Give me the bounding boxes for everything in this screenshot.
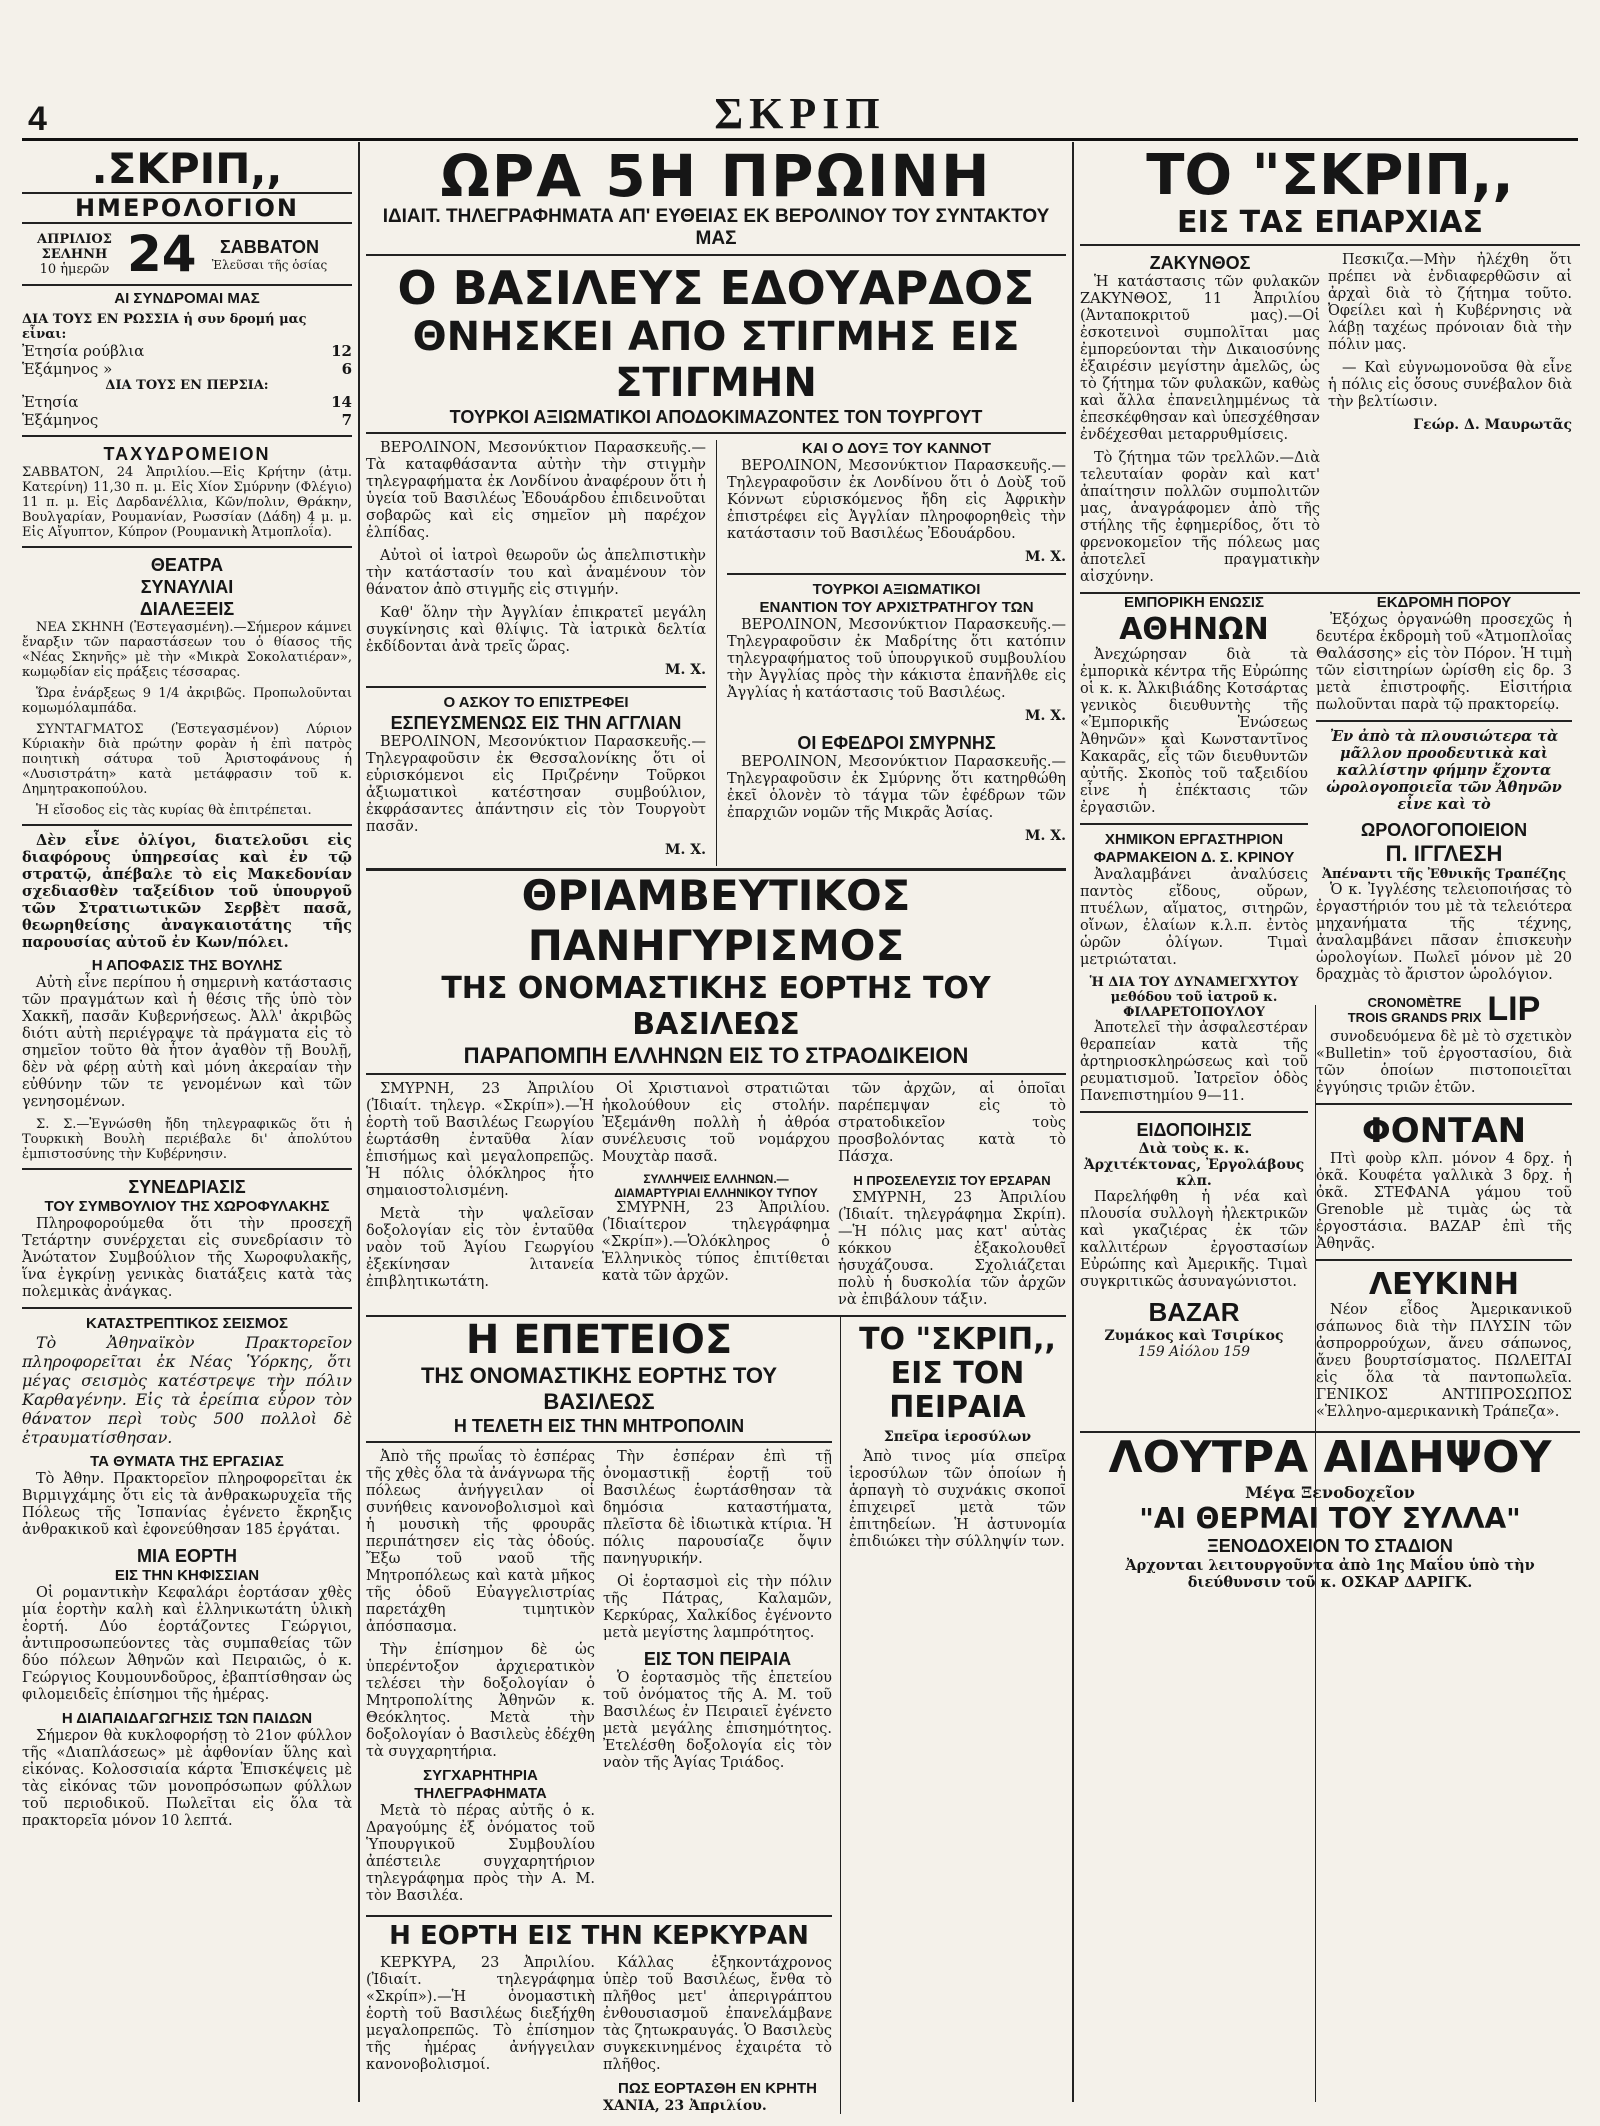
notices-title: ΕΙΔΟΠΟΙΗΣΙΣ (1136, 1120, 1252, 1140)
zakynthos-signature: Γεώρ. Δ. Μαυρωτᾶς (1413, 417, 1572, 433)
watch-name: Π. ΙΓΓΛΕΣΗ (1385, 841, 1503, 866)
triumph-col-1 (366, 1081, 594, 1315)
notices-subtitle: Διὰ τοὺς κ. κ. Ἀρχιτέκτονας, Ἐργολάβους κλπ. (1083, 1141, 1305, 1189)
kennot-title: ΚΑΙ Ο ΔΟΥΞ ΤΟΥ ΚΑΝΝΟΤ (801, 440, 992, 457)
boule-text: Αὐτὴ εἶνε περίπου ἡ σημερινὴ κατάστασις τῶν πραγμάτων καὶ ἡ θέσις τῆς ὑπὸ τὸν Χακκῆ, πασᾶν Κυβερνήσεως. Ἀλλ' ἀκριβῶς διότι αὐτὴ περιέγραψε τὰ πράγματα εἰς τὸ σημεῖον τοῦτο θὰ ἦτον ἀγαθὸν τῇ Βουλῇ, δὲν νὰ φέρῃ αὐτὴ καὶ μόνη ἀκεραίαν τὴν εὐθύνην τῶν τε γενομένων καὶ τῶν γενησομένων. (22, 975, 352, 1110)
crete-subtitle: ΧΑΝΙΑ, 23 Ἀπριλίου. (603, 2098, 767, 2114)
askou-title: Ο ΑΣΚΟΥ ΤΟ ΕΠΙΣΤΡΕΦΕΙ (443, 694, 629, 711)
syntagma-text: ΣΥΝΤΑΓΜΑΤΟΣ (Ἐστεγασμένον) Λύριον Κύριακὴν διὰ πρώτην φορὰν ἡ ἐπὶ πατρὸς ποιητικὴ σάτυρα τοῦ Ἀριστοφάνους ἡ «Λυσιστράτη» κατὰ μετάφρασιν τοῦ κ. Δημητρακοπούλου. (22, 722, 352, 797)
king-title: Ο ΒΑΣΙΛΕΥΣ ΕΔΟΥΑΡΔΟΣ (397, 261, 1035, 315)
calendar-day-number: 24 (127, 225, 197, 283)
baths-subtitle: Μέγα Ξενοδοχεῖον (1245, 1483, 1415, 1502)
right-column (1080, 143, 1580, 2102)
subscription-row (22, 393, 352, 411)
divider (727, 573, 1066, 575)
calendar-weekday: ΣΑΒΒΑΤΟΝ (220, 236, 319, 257)
anniversary-side (849, 1317, 1066, 2114)
fontan-title: ΦΟΝΤΑΝ (1361, 1111, 1527, 1151)
feast-subtitle: ΕΙΣ ΤΗΝ ΚΗΦΙΣΣΙΑΝ (114, 1567, 260, 1584)
watch-title: ΩΡΟΛΟΓΟΠΟΙΕΙΟΝ (1360, 820, 1528, 840)
subscription-value: 6 (341, 360, 352, 378)
subscription-label: Ἐτησία (22, 393, 79, 411)
provinces-subtitle: ΕΙΣ ΤΑΣ ΕΠΑΡΧΙΑΣ (1080, 206, 1580, 246)
king-subtitle: ΘΝΗΣΚΕΙ ΑΠΟ ΣΤΙΓΜΗΣ ΕΙΣ ΣΤΙΓΜΗΝ (412, 314, 1020, 406)
boule-note: Σ. Σ.—Ἐγνώσθη ἤδη τηλεγραφικῶς ὅτι ἡ Τουρκικὴ Βουλὴ περιέβαλε δι' ἀπολύτου ἐμπιστοσύνης τὴν Κυβέρνησιν. (22, 1117, 352, 1162)
ads-col-1 (1080, 594, 1308, 1427)
triumph-subtitle-3: ΣΥΛΛΗΨΕΙΣ ΕΛΛΗΝΩΝ.—ΔΙΑΜΑΡΤΥΡΙΑΙ ΕΛΛΗΝΙΚΟΥ ΤΥΠΟΥ (614, 1172, 818, 1200)
chem-subtitle: ΦΑΡΜΑΚΕΙΟΝ Δ. Σ. ΚΡΙΝΟΥ (1093, 849, 1295, 866)
post-title: ΤΑΧΥΔΡΟΜΕΙΟΝ (103, 444, 271, 464)
king-col-rule (716, 440, 717, 866)
king-col-left (366, 440, 706, 866)
chem-text: Ἀναλαμβάνει ἀναλύσεις παντὸς εἴδους, οὔρων, πτυέλων, αἵματος, σιτηρῶν, οἴνων, ἐλαίων κ.λ.π. ἐντὸς ὡρῶν ὀλίγων. Τιμαὶ μετριώταται. (1080, 867, 1308, 968)
smyrna-title: ΟΙ ΕΦΕΔΡΟΙ ΣΜΥΡΝΗΣ (797, 733, 996, 753)
zakynthos-text: Ἡ κατάστασις τῶν φυλακῶν ΖΑΚΥΝΘΟΣ, 11 Ἀπριλίου (Ἀνταποκριτοῦ μας).—Οἱ ἐσκοτεινοὶ συμπολῖται μας ἐμπορεύονται τὴν Δικαιοσύνης ἐξαιρέσιν μεγίστην ἀμελῶς, ὡς τὸ ζήτημα τῶν φυλακῶν, καθὼς καὶ ἄλλα ἐπανειλημμένως τὰ ἐπεσκέφθησαν καὶ ὑπεσχέθησαν ἐνδέχεσθαι μεταρρυθμίσεις. (1080, 274, 1320, 443)
baths-text: Ἀρχονται λειτουργοῦντα ἀπὸ 1ης Μαΐου ὑπὸ τὴν διεύθυνσιν τοῦ κ. ΟΣΚΑΡ ΔΑΡΙΓΚ. (1125, 1557, 1535, 1591)
piraeus-text: Ὁ ἑορτασμὸς τῆς ἑπετείου τοῦ ὀνόματος τῆς Α. Μ. τοῦ Βασιλέως ἐν Πειραιεῖ ἐγένετο μετὰ μεγάλης ἐπισημότητος. Ἐτελέσθη δοξολογία εἰς τὸν ναὸν τῆς Ἁγίας Τριάδος. (603, 1670, 832, 1771)
divider (1316, 1103, 1572, 1105)
triumph-text-2: Μετὰ τὴν ψαλεῖσαν δοξολογίαν εἰς τὸν ἐνταῦθα ναὸν τοῦ Ἁγίου Γεωργίου ἐξεκίνησαν λιτανεία ἐπιβλητικωτάτη. (366, 1206, 594, 1290)
headline-subtitle: ΙΔΙΑΙΤ. ΤΗΛΕΓΡΑΦΗΜΑΤΑ ΑΠ' ΕΥΘΕΙΑΣ ΕΚ ΒΕΡΟΛΙΝΟΥ ΤΟΥ ΣΥΝΤΑΚΤΟΥ ΜΑΣ (366, 206, 1066, 256)
bazar-name: BAZAR (1148, 1297, 1240, 1327)
provinces-title: ΤΟ "ΣΚΡΙΠ,, (1146, 143, 1514, 208)
askou-signature: Μ. Χ. (665, 842, 706, 858)
watch-text-2: συνοδευόμενα δὲ μὲ τὸ σχετικὸν «Bulletin» τοῦ ἐργοστασίου, διὰ τῶν ὁποίων πιστοποιεῖται ἐγγύησις τριῶν ἐτῶν. (1316, 1029, 1572, 1096)
anniversary-subtitle-2: Η ΤΕΛΕΤΗ ΕΙΣ ΤΗΝ ΜΗΤΡΟΠΟΛΙΝ (366, 1415, 832, 1443)
theatre-text: ΝΕΑ ΣΚΗΝΗ (Ἐστεγασμένη).—Σήμερον κάμνει ἔναρξιν τῶν παραστάσεων του ὁ θίασος τῆς «Νέας Σκηνῆς» μὲ τὴν «Μικρὰ Σοκολατιέραν», κωμῳδίαν εἰς πράξεις τέσσαρας. (22, 620, 352, 680)
trois-grands-prix-label: TROIS GRANDS PRIX (1347, 1009, 1482, 1025)
lip-logo (1316, 990, 1572, 1029)
chem-text-2: Ἀποτελεῖ τὴν ἀσφαλεστέραν θεραπείαν κατὰ τῆς ἀρτηριοσκληρώσεως καὶ τοῦ ρευματισμοῦ. Ἰατρεῖον ὁδὸς Πανεπιστημίου 9—11. (1080, 1020, 1308, 1104)
baths-title: ΛΟΥΤΡΑ ΑΙΔΗΨΟΥ (1108, 1432, 1552, 1483)
triumph-subtitle-4: Η ΠΡΟΣΕΛΕΥΣΙΣ ΤΟΥ ΕΡΣΑΡΑΝ (853, 1173, 1051, 1188)
watch-address: Ἀπέναντι τῆς Ἐθνικῆς Τραπέζης (1321, 867, 1567, 882)
piraeus-subtitle: ΕΙΣ ΤΟΝ ΠΕΙΡΑΙΑ (643, 1649, 792, 1669)
triumph-columns (366, 1081, 1066, 1315)
scrip-piraeus-text: Ἀπὸ τινος μία σπεῖρα ἱεροσύλων τῶν ὁποίων ἡ ἁρπαγὴ τὸ συχνάκις σκοποῖ ἐπιχειρεῖ μετὰ τῶν ἐπιτηδείων. Ἡ ἀστυνομία ἐπιδιώκει τὴν σύλληψίν των. (848, 1449, 1066, 1550)
calendar-box (22, 224, 352, 286)
triumph-text-6: ΣΜΥΡΝΗ, 23 Ἀπριλίου (Ἰδιαίτ. τηλεγράφημα Σκρίπ).—Ἡ πόλις μας κατ' αὐτὰς κόκκου ἐξακολουθεῖ ἡσυχάζουσα. Σχολιάζεται πολὺ ἡ δυσκολία τῶν ἀρχῶν νὰ ἐπιβάλουν τάξιν. (838, 1190, 1066, 1308)
divider (1080, 1111, 1308, 1113)
subscription-row (22, 342, 352, 360)
masthead: ΣΚΡΙΠ (714, 89, 886, 138)
turks-signature: Μ. Χ. (1025, 708, 1066, 724)
corfu-col-2 (603, 1955, 832, 2114)
corfu-text-2: Κάλλας ἐξηκοντάχρονος ὑπὲρ τοῦ Βασιλέως, ἔνθα τὸ πλῆθος μετ' ἀπεριγράπτου ἐνθουσιασμοῦ ἐπανελάμβανε τὰς ζητωκραυγάς. Ὁ Βασιλεὺς συγκεκινημένος ἐχαιρέτα τὸ πλῆθος. (603, 1955, 832, 2073)
subscription-value: 14 (331, 393, 352, 411)
anniversary-columns (366, 1449, 832, 1911)
turks-text: ΒΕΡΟΛΙΝΟΝ, Μεσονύκτιον Παρασκευῆς.—Τηλεγραφοῦσιν ἐκ Μαδρίτης ὅτι κατόπιν τηλεγραφήματος τοῦ ὑπουργικοῦ συμβουλίου τὴν Ἀγγλίας πρὸς τὴν κάκιστα ἐπανῆλθε εἰς Ἀγγλίας ἡ κατάστασις τοῦ Βασιλέως. (726, 617, 1066, 701)
corfu-title: Η ΕΟΡΤΗ ΕΙΣ ΤΗΝ ΚΕΡΚΥΡΑΝ (366, 1915, 832, 1951)
smyrna-text: ΒΕΡΟΛΙΝΟΝ, Μεσονύκτιον Παρασκευῆς.—Τηλεγραφοῦσιν ἐκ Σμύρνης ὅτι κατηρθώθη ἐκεῖ ὁλονὲν τὸ τάγμα τῶν ἐφέδρων τῶν ἐπαρχιῶν νομῶν τῆς Μικρᾶς Ἀσίας. (726, 754, 1066, 821)
subscriptions-title: ΑΙ ΣΥΝΔΡΟΜΑΙ ΜΑΣ (114, 290, 260, 307)
divider (22, 435, 352, 437)
zakynthos-text-3: Πεσκιζα.—Μὴν ἠλέχθη ὅτι πρέπει νὰ ἐνδιαφερθῶσιν αἱ ἀρχαὶ διὰ τὸ ζήτημα τοῦτο. Ὀφείλει καὶ ἡ Κυβέρνησις νὰ λάβῃ ταχέως πρόνοιαν διὰ τὴν πόλιν μας. (1328, 252, 1572, 353)
calendar-title: ΗΜΕΡΟΛΟΓΙΟΝ (22, 192, 352, 224)
watch-ad-text: Ἐν ἀπὸ τὰ πλουσιώτερα τὰ μᾶλλον προοδευτικὰ καὶ καλλίστην φήμην ἔχοντα ὡρολογοποιεῖα τῶν Ἀθηνῶν εἶνε καὶ τὸ (1326, 728, 1562, 813)
session-title: ΣΥΝΕΔΡΙΑΣΙΣ (128, 1177, 246, 1197)
divider (22, 824, 352, 826)
king-signature: Μ. Χ. (665, 662, 706, 678)
congrats-title: ΣΥΓΧΑΡΗΤΗΡΙΑ ΤΗΛΕΓΡΑΦΗΜΑΤΑ (414, 1767, 547, 1802)
divider (1316, 720, 1572, 722)
chem-title: ΧΗΜΙΚΟΝ ΕΡΓΑΣΤΗΡΙΟΝ (1104, 831, 1284, 848)
session-subtitle: ΤΟΥ ΣΥΜΒΟΥΛΙΟΥ ΤΗΣ ΧΩΡΟΦΥΛΑΚΗΣ (44, 1198, 330, 1215)
askou-text: ΒΕΡΟΛΙΝΟΝ, Μεσονύκτιον Παρασκευῆς.—Τηλεγραφοῦσιν ἐκ Θεσσαλονίκης ὅτι οἱ εὑρισκόμενοι εἰς Πριζρένην Τοῦρκοι ἀξιωματικοὶ κατέστησαν συμβούλιον, ἐκφράσαντες ἀπάντησιν εἰς τὸν Τουργοὺτ πασᾶν. (366, 734, 706, 835)
watch-text: Ὁ κ. Ἰγγλέσης τελειοποιήσας τὸ ἐργαστήριόν του μὲ τὰ τελειότερα μηχανήματα τῆς τέχνης, ἀναλαμβάνει πᾶσαν ἐπισκευὴν ὡρολογίων. Πωλεῖ μόνον μὲ 20 δραχμὰς τὸ ἄριστον ὡρολόγιον. (1316, 882, 1572, 983)
anniversary-text-4: Οἱ ἑορτασμοὶ εἰς τὴν πόλιν τῆς Πάτρας, Καλαμῶν, Κερκύρας, Χαλκίδος ἐγένοντο μετὰ μεγίστης λαμπρότητος. (603, 1574, 832, 1641)
triumph-title: ΘΡΙΑΜΒΕΥΤΙΚΟΣ ΠΑΝΗΓΥΡΙΣΜΟΣ (521, 871, 911, 970)
calendar-month: ΑΠΡΙΛΙΟΣ (37, 231, 112, 247)
triumph-text-4: ΣΜΥΡΝΗ, 23 Ἀπριλίου. (Ἰδιαίτερον τηλεγράφημα «Σκρίπ»).—Ὁλόκληρος ὁ Ἑλληνικὸς τύπος ἐπιτίθεται κατὰ τῶν ἀρχῶν. (602, 1200, 830, 1284)
subscriptions-russia: ΔΙΑ ΤΟΥΣ ΕΝ ΡΩΣΣΙΑ ἡ συν δρομή μας εἶναι: (22, 312, 307, 342)
subscription-label: Ἐτησία ρούβλια (22, 342, 145, 360)
subscription-label: Ἑξάμηνος » (22, 360, 113, 378)
lefkini-title: ΛΕΥΚΙΝΗ (1368, 1267, 1520, 1302)
king-col-right (727, 440, 1066, 866)
turks-title: ΤΟΥΡΚΟΙ ΑΞΙΩΜΑΤΙΚΟΙ (812, 581, 981, 598)
smyrna-signature: Μ. Χ. (1025, 828, 1066, 844)
divider (22, 1168, 352, 1170)
subscription-value: 7 (341, 411, 352, 429)
anniversary-main (366, 1317, 832, 2114)
triumph-subtitle: ΤΗΣ ΟΝΟΜΑΣΤΙΚΗΣ ΕΟΡΤΗΣ ΤΟΥ ΒΑΣΙΛΕΩΣ (441, 971, 991, 1042)
column-rule-1 (358, 142, 360, 2102)
feast-title: ΜΙΑ ΕΟΡΤΗ (136, 1546, 237, 1566)
king-columns (366, 440, 1066, 866)
king-text: ΒΕΡΟΛΙΝΟΝ, Μεσονύκτιον Παρασκευῆς.—Τὰ καταφθάσαντα αὐτὴν τὴν στιγμὴν τηλεγραφήματα ἐκ Λονδίνου ἀναφέρουν ὅτι ἡ ὑγεία τοῦ Βασιλέως Ἐδουάρδου ἐπιδεινοῦται σοβαρῶς καὶ εἰς σημεῖον μὴ παρέχον ἐλπίδας. (366, 440, 706, 541)
victims-text: Τὸ Ἀθην. Πρακτορεῖον πληροφορεῖται ἐκ Βιρμιγχάμης ὅτι εἰς τὰ ἀνθρακωρυχεῖα τῆς Πόλεως τῆς Ἰσπανίας ἐγένετο ἔκρηξις ἀνθρακικοῦ καὶ ἐφονεύθησαν 185 ἐργάται. (22, 1471, 352, 1538)
chem-method: Ἡ ΔΙΑ ΤΟΥ ΔΥΝΑΜΕΓΧΥΤΟΥ μεθόδου τοῦ ἰατροῦ κ. ΦΙΛΑΡΕΤΟΠΟΥΛΟΥ (1089, 975, 1299, 1020)
zakynthos-text-4: — Καὶ εὐγνωμονοῦσα θὰ εἶνε ἡ πόλις εἰς ὅσους συνέβαλον διὰ τὴν βελτίωσιν. (1328, 360, 1572, 410)
left-column (22, 146, 352, 2102)
ads-columns (1080, 594, 1580, 1427)
anniversary-section (366, 1315, 1066, 2114)
king-subtitle-2: ΤΟΥΡΚΟΙ ΑΞΙΩΜΑΤΙΚΟΙ ΑΠΟΔΟΚΙΜΑΖΟΝΤΕΣ ΤΟΝ ΤΟΥΡΓΟΥΤ (366, 406, 1066, 434)
zakynthos-col-2 (1328, 252, 1572, 592)
anniversary-rule (840, 1317, 841, 2114)
triumph-text: ΣΜΥΡΝΗ, 23 Ἀπριλίου (Ἰδιαίτ. τηλεγρ. «Σκρίπ»).—Ἡ ἑορτὴ τοῦ Βασιλέως Γεωργίου ἑωρτάσθη ἐνταῦθα λίαν ἐπισήμως καὶ μεγαλοπρεπῶς. Ἡ πόλις ὁλόκληρος ἦτο σημαιοστολισμένη. (366, 1081, 594, 1199)
excursion-title: ΕΚΔΡΟΜΗ ΠΟΡΟΥ (1376, 594, 1512, 611)
zakynthos-text-2: Τὸ ζήτημα τῶν τρελλῶν.—Διὰ τελευταίαν φορὰν καὶ κατ' ἀπαίτησιν πολλῶν συμπολιτῶν μας, ἀναγράφομεν ἀπὸ τῆς στήλης τῆς ἐφημερίδος, ὅτι τὸ φρενοκομεῖον τῆς πόλεως μας ἀποτελεῖ πραγματικὴν αἰσχύνην. (1080, 450, 1320, 585)
corfu-text: ΚΕΡΚΥΡΑ, 23 Ἀπριλίου. (Ἰδιαίτ. τηλεγράφημα «Σκρίπ»).—Ἡ ὀνομαστικὴ ἑορτὴ τοῦ Βασιλέως διεξήχθη μεγαλοπρεπῶς. Τὸ ἐπίσημον τῆς ἡμέρας ἀνήγγειλαν κανονοβολισμοί. (366, 1955, 595, 2073)
bazar-subtitle: Ζυμάκος καὶ Τσιρίκος (1104, 1328, 1284, 1344)
article-text: Δὲν εἶνε ὀλίγοι, διατελοῦσι εἰς διαφόρους ὑπηρεσίας καὶ ἐν τῷ στρατῷ, ἀπέβαλε τὸ εἰς Μακεδονίαν σχεδιασθὲν ταξείδιον τοῦ ὑπουργοῦ τῶν Στρατιωτικῶν Σερβὲτ πασᾶ, θεωρηθείσης ἀναγκαιοτάτης τῆς παρουσίας αὐτοῦ ἐν Κων/πόλει. (22, 832, 352, 951)
baths-name: "ΑΙ ΘΕΡΜΑΙ ΤΟΥ ΣΥΛΛΑ" (1139, 1502, 1521, 1535)
anniversary-title: Η ΕΠΕΤΕΙΟΣ (465, 1317, 733, 1363)
triumph-subtitle-2: ΠΑΡΑΠΟΜΠΗ ΕΛΛΗΝΩΝ ΕΙΣ ΤΟ ΣΤΡΑΟΔΙΚΕΙΟΝ (366, 1043, 1066, 1075)
divider (366, 686, 706, 688)
divider (1080, 823, 1308, 825)
column-rule-2 (1072, 142, 1074, 2102)
corfu-columns (366, 1955, 832, 2114)
kennot-signature: Μ. Χ. (1025, 549, 1066, 565)
theatre-text-2: Ὥρα ἐνάρξεως 9 1/4 ἀκριβῶς. Προπωλοῦνται κομωμόλαμπάδα. (22, 686, 352, 716)
excursion-text: Ἐξόχως ὀργανώθη προσεχῶς ἡ δευτέρα ἐκδρομὴ τοῦ «Ἀτμοπλοΐας Θαλάσσης» εἰς τὸν Πόρον. Ἡ τιμὴ τῶν εἰσιτηρίων ὡρίσθη εἰς δρ. 3 μετὰ ἐπιστροφῆς. Εἰσιτήρια πωλοῦνται παρὰ τῷ πρακτορείῳ. (1316, 612, 1572, 713)
crete-title: ΠΩΣ ΕΟΡΤΑΣΘΗ ΕΝ ΚΡΗΤΗ (618, 2080, 817, 2097)
triumph-col-3 (838, 1081, 1066, 1315)
anniversary-col-2 (603, 1449, 832, 1911)
subscription-label: Ἑξάμηνος (22, 411, 99, 429)
emporiki-subtitle: ΑΘΗΝΩΝ (1119, 612, 1269, 647)
turks-subtitle: ΕΝΑΝΤΙΟΝ ΤΟΥ ΑΡΧΙΣΤΡΑΤΗΓΟΥ ΤΩΝ (759, 599, 1034, 616)
emporiki-text: Ἀνεχώρησαν διὰ τὰ ἐμπορικὰ κέντρα τῆς Εὐρώπης οἱ κ. κ. Ἀλκιβιάδης Κοτσάρτας γενικὸς διευθυντὴς τῆς «Ἐμπορικῆς Ἑνώσεως Ἀθηνῶν» καὶ Κωνσταντῖνος Κακαρᾶς, εἷς τῶν διευθυντῶν αὐτῆς. Σκοπὸς τοῦ ταξειδίου εἶνε ἡ ἐπέκτασις τῶν ἐργασιῶν. (1080, 647, 1308, 816)
notices-text: Παρελήφθη ἡ νέα καὶ πλουσία συλλογὴ ἠλεκτρικῶν καὶ γκαζιέρας ἐκ τῶν καλλιτέρων ἐργοστασίων Εὐρώπης καὶ Ἀμερικῆς. Τιμαὶ συγκριτικῶς ἀσυναγώνιστοι. (1080, 1189, 1308, 1290)
children-text: Σήμερον θὰ κυκλοφορήσῃ τὸ 21ον φύλλον τῆς «Διαπλάσεως» μὲ ἀφθονίαν ὕλης καὶ εἰκόνας. Κολοσσιαία κάρτα Ἐπισκέψεις μὲ τὰς εἰκόνας τῶν μονοπρόσωπων φύλλων τοῦ περιοδικοῦ. Πωλεῖται εἰς ὅλα τὰ πρακτορεῖα μόνον 10 λεπτά. (22, 1728, 352, 1829)
emporiki-title: ΕΜΠΟΡΙΚΗ ΕΝΩΣΙΣ (1123, 594, 1265, 611)
lefkini-text: Νέον εἶδος Ἀμερικανικοῦ σάπωνος διὰ τὴν ΠΛΥΣΙΝ τῶν ἀσπρορρούχων, ἄνευ σάπωνος, ἄνευ βουρτσίσματος. ΠΩΛΕΙΤΑΙ εἰς ὅλα τὰ παντοπωλεῖα. ΓΕΝΙΚΟΣ ΑΝΤΙΠΡΟΣΩΠΟΣ «Ἑλληνο-αμερικανικὴ Τράπεζα». (1316, 1302, 1572, 1420)
cronometre-label: CRONOMÈTRE (1367, 994, 1462, 1010)
earthquake-text: Τὸ Ἀθηναϊκὸν Πρακτορεῖον πληροφορεῖται ἐκ Νέας Ὑόρκης, ὅτι μέγας σεισμὸς κατέστρεψε τὴν πόλιν Καρθαγένην. Εἰς τὰ ἐρείπια εὗρον τὸν θάνατον περὶ τοὺς 500 πολλοὶ δὲ ἐτραυματίσθησαν. (22, 1333, 352, 1447)
page-number: 4 (28, 100, 47, 138)
subscriptions-persia: ΔΙΑ ΤΟΥΣ ΕΝ ΠΕΡΣΙΑ: (105, 378, 269, 393)
subscription-row (22, 360, 352, 378)
feast-text: Οἱ ρομαντικὴν Κεφαλάρι ἑορτάσαν χθὲς μία ἑορτὴν καλὴ καὶ ἑλληνικωτάτη ὑλικὴ ἑορτή. Δύο ἑορτάζοντες Γεώργιοι, ἀντιπροσωπεύοντες τὰς συμπαθείας τῶν δύο πόλεων Ἀθηνῶν καὶ Πειραιῶς, ὁ κ. Γεώργιος Κουμουνδοῦρος, ἐβαπτίσθησαν ὡς φιλομειδεῖς ἐπίσημοι τῆς ἡμέρας. (22, 1585, 352, 1703)
children-title: Η ΔΙΑΠΑΙΔΑΓΩΓΗΣΙΣ ΤΩΝ ΠΑΙΔΩΝ (61, 1710, 313, 1727)
lip-label: LIP (1487, 990, 1541, 1028)
zakynthos-columns (1080, 252, 1580, 592)
center-column (366, 142, 1066, 2114)
headline: ΩΡΑ 5Η ΠΡΩΙΝΗ (440, 142, 992, 210)
bazar-address: 159 Αἰόλου 159 (1137, 1344, 1251, 1360)
anniversary-text: Ἀπὸ τῆς πρωΐας τὸ ἑσπέρας τῆς χθὲς ὅλα τὰ ἀνάγνωρα τῆς πόλεως ἀνήγγειλαν οἱ συνήθεις κανονοβολισμοὶ καὶ ἡ μουσικὴ τῆς φρουρᾶς περιπάτησεν εἰς τὰς ὁδούς. Ἔξω τοῦ ναοῦ τῆς Μητροπόλεως καὶ κατὰ μῆκος τῆς ὁδοῦ Εὐαγγελιστρίας παρετάχθη τιμητικὸν ἀπόσπασμα. (366, 1449, 595, 1635)
calendar-weekday-note: Ἐλεῦσαι τῆς ὁσίας (211, 257, 328, 272)
triumph-col-2 (602, 1081, 830, 1315)
divider (22, 1307, 352, 1309)
calendar-moon-days: 10 ἡμερῶν (39, 261, 110, 277)
zakynthos-col-1 (1080, 252, 1320, 592)
syntagma-text-2: Ἡ εἴσοδος εἰς τὰς κυρίας θὰ ἐπιτρέπεται. (36, 803, 312, 818)
earthquake-title: ΚΑΤΑΣΤΡΕΠΤΙΚΟΣ ΣΕΙΣΜΟΣ (86, 1315, 288, 1332)
anniversary-col-1 (366, 1449, 595, 1911)
ads-col-2 (1316, 594, 1572, 1427)
anniversary-text-2: Τὴν ἐπίσημον δὲ ὡς ὑπερέντοξον ἀρχιερατικὸν τελέσει τὴν δοξολογίαν ὁ Μητροπολίτης Ἀθηνῶν κ. Θεόκλητος. Μετὰ τὴν δοξολογίαν ὁ Βασιλεὺς ἐδέχθη τὰ συγχαρητήρια. (366, 1642, 595, 1760)
scrip-piraeus-title: ΤΟ "ΣΚΡΙΠ,, ΕΙΣ ΤΟΝ ΠΕΙΡΑΙΑ (859, 1322, 1056, 1425)
kennot-text: ΒΕΡΟΛΙΝΟΝ, Μεσονύκτιον Παρασκευῆς.—Τηλεγραφοῦσιν ἐκ Λονδίνου ὅτι ὁ Δοὺξ τοῦ Κόννωτ εὑρισκόμενος ἤδη εἰς Ἀφρικὴν ἐπιστρέφει εἰς Ἀγγλίαν πληροφορηθεὶς τὴν κατάστασιν τοῦ Βασιλέως Ἐδουάρδου. (726, 458, 1066, 542)
congrats-text: Μετὰ τὸ πέρας αὐτῆς ὁ κ. Δραγούμης ἐξ ὀνόματος τοῦ Ὑπουργικοῦ Συμβουλίου ἀπέστειλε συγχαρητήριον τηλεγράφημα πρὸς τὴν Α. Μ. τὸν Βασιλέα. (366, 1803, 595, 1904)
anniversary-text-3: Τὴν ἐσπέραν ἐπὶ τῇ ὀνομαστικῇ ἑορτῇ τοῦ Βασιλέως ἑωρτάσθησαν τὰ δημόσια καταστήματα, πλεῖστα δὲ ἰδιωτικὰ κτίρια. Ἡ πόλις παρουσίαζε ὄψιν πανηγυρικήν. (603, 1449, 832, 1567)
theatre-title: ΘΕΑΤΡΑ (150, 555, 224, 575)
zakynthos-title: ΖΑΚΥΝΘΟΣ (1149, 253, 1251, 273)
anniversary-subtitle: ΤΗΣ ΟΝΟΜΑΣΤΙΚΗΣ ΕΟΡΤΗΣ ΤΟΥ ΒΑΣΙΛΕΩΣ (420, 1363, 778, 1414)
fontan-text: Πτὶ φοὺρ κλπ. μόνον 4 δρχ. ἡ ὀκᾶ. Κουφέτα γαλλικὰ 3 δρχ. ἡ ὀκᾶ. ΣΤΕΦΑΝΑ γάμου τοῦ Grenoble μὲ τιμὰς ὡς τὰ ἐργοστάσια. ΒΑΖΑΡ ἐπὶ τῆς Ἀθηνᾶς. (1316, 1151, 1572, 1252)
post-text: ΣΑΒΒΑΤΟΝ, 24 Ἀπριλίου.—Εἰς Κρήτην (ἀτμ. Κατερίνη) 11,30 π. μ. Εἰς Χίον Σμύρνην (Φλέγιο) 11 π. μ. Εἰς Δαρδανέλλια, Κῶν/πολιν, Θράκην, Βουλγαρίαν, Ρουμανίαν, Ρωσσίαν (Δάδη) 4 μ. μ. Εἰς Αἴγυπτον, Κύπρον (Ρουμανικὴ Ἀτμοπλοΐα). (22, 465, 352, 540)
askou-subtitle: ΕΣΠΕΥΣΜΕΝΩΣ ΕΙΣ ΤΗΝ ΑΓΓΛΙΑΝ (390, 713, 682, 733)
lectures-title: ΔΙΑΛΕΞΕΙΣ (139, 599, 235, 619)
boule-title: Η ΑΠΟΦΑΣΙΣ ΤΗΣ ΒΟΥΛΗΣ (91, 957, 283, 974)
subscription-value: 12 (331, 342, 352, 360)
baths-hotel: ΞΕΝΟΔΟΧΕΙΟΝ ΤΟ ΣΤΑΔΙΟΝ (1207, 1536, 1453, 1556)
triumph-text-5: τῶν ἀρχῶν, αἱ ὁποῖαι παρέπεμψαν εἰς τὸ στρατοδικεῖον τοὺς προσβολόντας κατὰ τὸ Πάσχα. (838, 1081, 1066, 1165)
king-text-2: Αὐτοὶ οἱ ἰατροὶ θεωροῦν ὡς ἀπελπιστικὴν τὴν κατάστασίν του καὶ ἀναμένουν τὸν θάνατον ἀπὸ στιγμῆς εἰς στιγμήν. (366, 548, 706, 598)
triumph-text-3: Οἱ Χριστιανοὶ στρατιῶται ἠκολούθουν εἰς στολήν. Ἐξεμάνθη πολλὴ ἡ ἀθρόα συνέλευσις τοῦ νομάρχου Μουχτὰρ πασᾶ. (602, 1081, 830, 1165)
king-text-3: Καθ' ὅλην τὴν Ἀγγλίαν ἐπικρατεῖ μεγάλη συγκίνησις καὶ θλίψις. Τὰ ἰατρικὰ δελτία ἐκδίδονται ἀνὰ τρεῖς ὥρας. (366, 605, 706, 655)
session-text: Πληροφορούμεθα ὅτι τὴν προσεχῆ Τετάρτην συνέρχεται εἰς συνεδρίασιν τὸ Ἀνώτατον Συμβούλιον τῆς Χωροφυλακῆς, ἵνα ἐγκρίνῃ γενικὰς διατάξεις κατὰ τὰς πολεμικὰς ἀνάγκας. (22, 1216, 352, 1300)
concerts-title: ΣΥΝΑΥΛΙΑΙ (140, 577, 234, 597)
scrip-title: .ΣΚΡΙΠ,, (91, 144, 283, 193)
subscription-row (22, 411, 352, 429)
victims-title: ΤΑ ΘΥΜΑΤΑ ΤΗΣ ΕΡΓΑΣΙΑΣ (90, 1453, 284, 1470)
scrip-piraeus-subtitle: Σπεῖρα ἱεροσύλων (883, 1429, 1032, 1445)
calendar-moon: ΣΕΛΗΝΗ (41, 246, 108, 262)
divider (1316, 1259, 1572, 1261)
header-rule (22, 138, 1578, 141)
divider (22, 546, 352, 548)
